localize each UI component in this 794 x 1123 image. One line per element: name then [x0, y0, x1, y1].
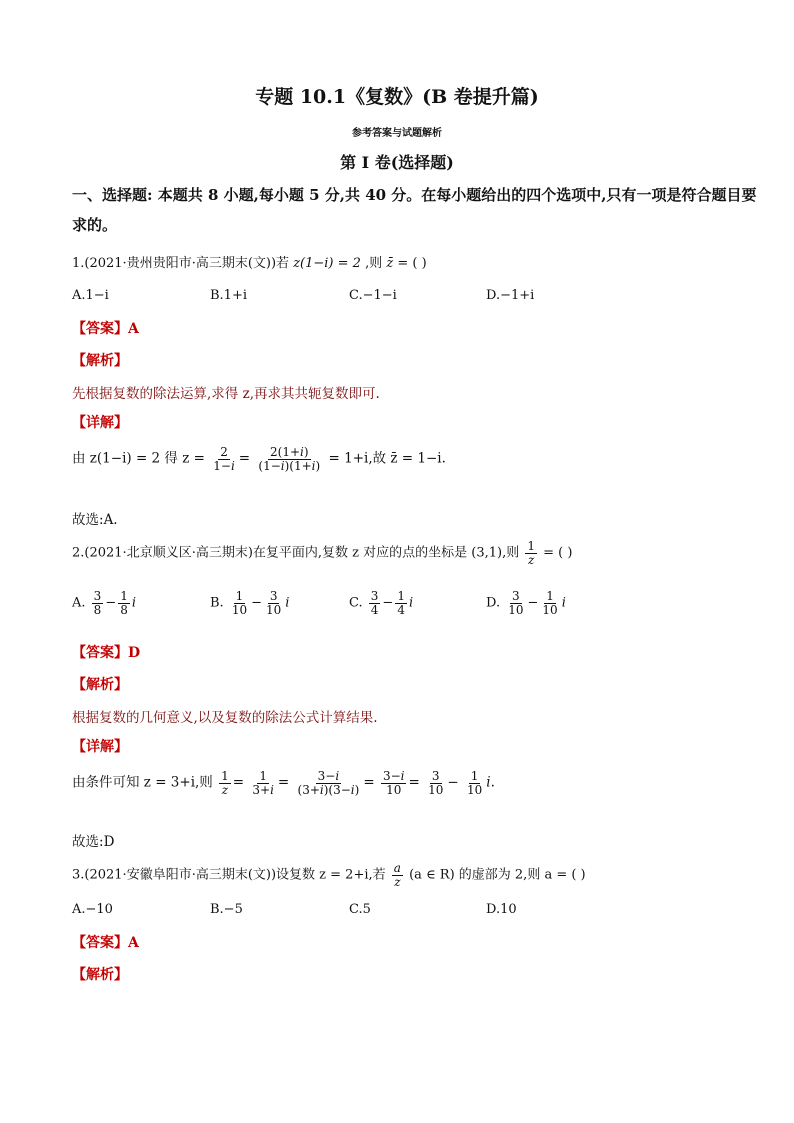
q2-detail-label: 【详解】: [72, 739, 128, 755]
q2-analysis-label: 【解析】: [72, 677, 128, 693]
q1-choose: 故选:A.: [72, 512, 118, 528]
q3-option-c: C.5: [349, 902, 371, 917]
question-3-stem: 3.(2021·安徽阜阳市·高三期末(文))设复数 z = 2+i,若 $\frac{a}{z}$ (a ∈ R) 的虚部为 2,则 a = ( ): [72, 861, 586, 889]
section-intro-line1: 一、选择题: 本题共 8 小题,每小题 5 分,共 40 分。在每小题给出的四个选项中,只有一项是符合题目要: [72, 186, 757, 204]
q1-analysis-text: 先根据复数的除法运算,求得 z,再求其共轭复数即可.: [72, 386, 380, 402]
q1-option-d: D.−1+i: [486, 288, 535, 303]
page-title: 专题 10.1《复数》(B 卷提升篇): [255, 86, 539, 108]
q2-analysis-text: 根据复数的几何意义,以及复数的除法公式计算结果.: [72, 710, 378, 726]
fraction: $\frac{1}{z}$: [221, 769, 229, 797]
q1-answer: 【答案】A: [72, 321, 139, 337]
question-2-stem: 2.(2021·北京顺义区·高三期末)在复平面内,复数 z 对应的点的坐标是 (3,1),则 $\frac{1}{z}$ = ( ): [72, 539, 573, 567]
fraction: $\frac{3}{10}$: [428, 769, 444, 797]
fraction: $\frac{3}{10}$: [266, 589, 282, 617]
q3-option-a: A.−10: [72, 902, 113, 917]
fraction: $\frac{3}{8}$: [93, 589, 102, 617]
fraction: $\frac{1}{10}$: [231, 589, 248, 617]
fraction: $\frac{a}{z}$: [393, 861, 401, 889]
q1-option-a: A.1−i: [72, 288, 109, 303]
fraction: $\frac{1}{10}$: [542, 589, 558, 617]
q2-option-a: A. $\frac{3}{8}$ − $\frac{1}{8}$ i: [72, 589, 137, 617]
q2-option-d: D. $\frac{3}{10}$ − $\frac{1}{10}$ i: [486, 589, 566, 617]
q1-detail-equation: 由 z(1−i) = 2 得 z = $\frac{2}{1-i}$ = $\frac{2(1+i)}{(1-i)(1+i)}$ = 1+i,故 z̄ = 1−i.: [72, 445, 446, 473]
fraction: $\frac{3-i}{(3+i)(3-i)}$: [297, 769, 360, 797]
section-intro-line2: 求的。: [72, 216, 118, 234]
q1-option-b: B.1+i: [210, 288, 248, 303]
q3-option-d: D.10: [486, 902, 517, 917]
q2-answer: 【答案】D: [72, 645, 141, 661]
q1-detail-label: 【详解】: [72, 415, 128, 431]
q2-detail-equation: 由条件可知 z = 3+i,则 $\frac{1}{z}$ = $\frac{1}{3+i}$ = $\frac{3-i}{(3+i)(3-i)}$ = $\frac{3-i}{10}$ = $\frac{3}{10}$ − $\frac{1}{10}$ i.: [72, 769, 495, 797]
fraction: $\frac{1}{8}$: [120, 589, 128, 617]
q3-answer: 【答案】A: [72, 935, 139, 951]
fraction: $\frac{3}{4}$: [370, 589, 379, 617]
fraction: $\frac{3-i}{10}$: [382, 769, 405, 797]
q2-choose: 故选:D: [72, 834, 115, 850]
fraction: $\frac{1}{3+i}$: [252, 769, 274, 797]
fraction: $\frac{3}{10}$: [508, 589, 524, 617]
fraction: $\frac{2(1+i)}{(1-i)(1+i)}$: [258, 445, 321, 473]
q2-option-b: B. $\frac{1}{10}$ − $\frac{3}{10}$ i: [210, 589, 290, 617]
q1-option-c: C.−1−i: [349, 288, 397, 303]
q1-analysis-label: 【解析】: [72, 353, 128, 369]
fraction: $\frac{1}{4}$: [397, 589, 405, 617]
q3-option-b: B.−5: [210, 902, 243, 917]
q2-option-c: C. $\frac{3}{4}$ − $\frac{1}{4}$ i: [349, 589, 414, 617]
volume-heading: 第 I 卷(选择题): [340, 153, 454, 172]
fraction: $\frac{1}{10}$: [466, 769, 483, 797]
fraction: $\frac{2}{1-i}$: [213, 445, 235, 473]
q3-analysis-label: 【解析】: [72, 967, 128, 983]
page-subtitle: 参考答案与试题解析: [352, 128, 442, 139]
fraction: $\frac{1}{z}$: [527, 539, 536, 567]
question-1-stem: 1.(2021·贵州贵阳市·高三期末(文))若 z(1−i) = 2 ,则 z̄ = ( ): [72, 256, 427, 271]
